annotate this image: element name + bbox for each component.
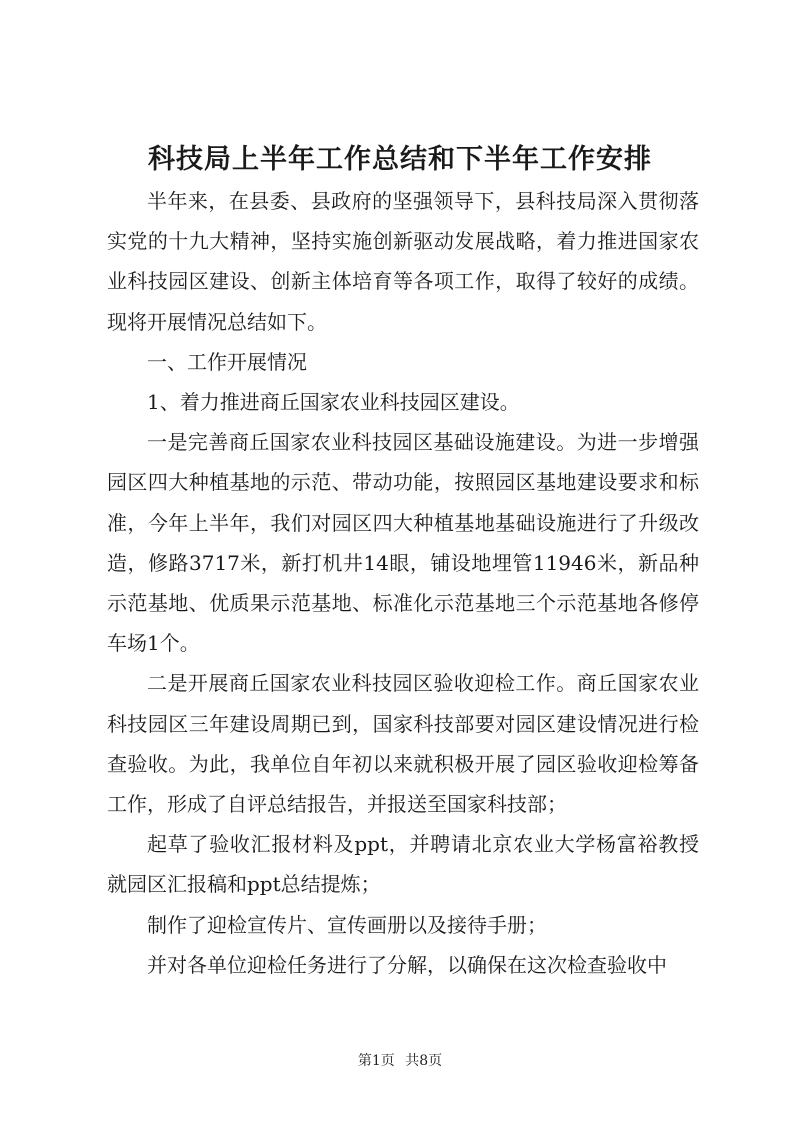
paragraph-infrastructure: 一是完善商丘国家农业科技园区基础设施建设。为进一步增强园区四大种植基地的示范、带动功能，按照园区基地建设要求和标准，今年上半年，我们对园区四大种植基地基础设施进行了升级改造，修路3717米，新打机井14眼，铺设地埋管11946米，新品种示范基地、优质果示范基地、标准化示范基地三个示范基地各修停车场1个。	[107, 430, 699, 656]
subsection-heading: 1、着力推进商丘国家农业科技园区建设。	[147, 390, 520, 415]
paragraph-report-materials: 起草了验收汇报材料及ppt，并聘请北京农业大学杨富裕教授就园区汇报稿和ppt总结提炼；	[107, 832, 699, 897]
section-heading: 一、工作开展情况	[147, 349, 307, 374]
paragraph-intro: 半年来，在县委、县政府的坚强领导下，县科技局深入贯彻落实党的十九大精神，坚持实施创新驱动发展战略，着力推进国家农业科技园区建设、创新主体培育等各项工作，取得了较好的成绩。现将开展情况总结如下。	[107, 189, 699, 334]
document-title: 科技局上半年工作总结和下半年工作安排	[148, 144, 652, 175]
paragraph-promo-materials: 制作了迎检宣传片、宣传画册以及接待手册；	[147, 912, 547, 937]
page-footer	[0, 1050, 800, 1070]
page-total: 共8页	[405, 1053, 443, 1069]
page-number: 第1页	[357, 1053, 395, 1069]
document-body	[107, 181, 699, 985]
paragraph-inspection: 二是开展商丘国家农业科技园区验收迎检工作。商丘国家农业科技园区三年建设周期已到，国家科技部要对园区建设情况进行检查验收。为此，我单位自年初以来就积极开展了园区验收迎检筹备工作，形成了自评总结报告，并报送至国家科技部；	[107, 671, 699, 817]
paragraph-task-breakdown: 并对各单位迎检任务进行了分解，以确保在这次检查验收中	[147, 952, 667, 977]
